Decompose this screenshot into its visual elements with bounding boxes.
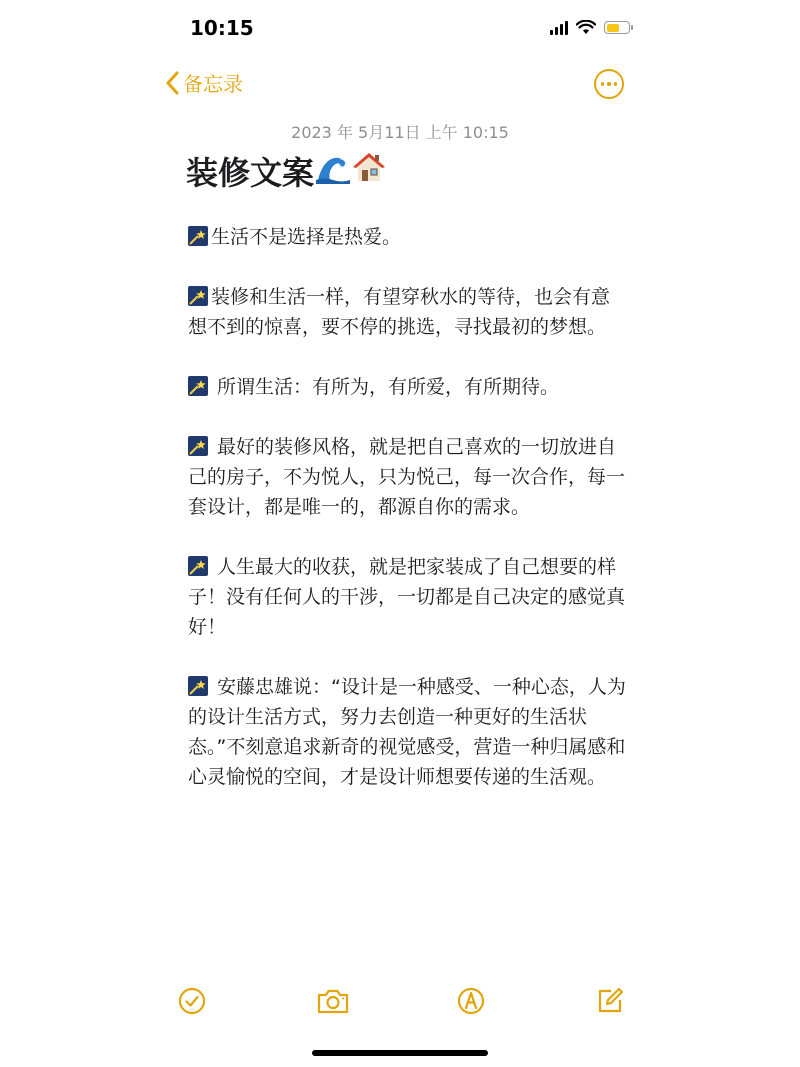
shooting-star-icon bbox=[188, 676, 208, 696]
checklist-icon bbox=[176, 985, 208, 1017]
note-paragraph bbox=[188, 372, 628, 402]
note-paragraph bbox=[188, 222, 628, 252]
note-paragraph bbox=[188, 282, 628, 342]
note-paragraph bbox=[188, 672, 628, 792]
wifi-icon bbox=[576, 20, 596, 35]
checklist-button[interactable] bbox=[176, 985, 208, 1017]
shooting-star-icon bbox=[188, 556, 208, 576]
wave-emoji bbox=[316, 150, 350, 192]
back-label: 备忘录 bbox=[183, 72, 243, 96]
status-bar bbox=[0, 0, 800, 60]
house-emoji bbox=[352, 150, 386, 192]
paragraph-text: 生活不是选择是热爱。 bbox=[211, 226, 402, 248]
paragraph-text: 人生最大的收获，就是把家装成了自己想要的样子！没有任何人的干涉，一切都是自己决定的感觉真好！ bbox=[188, 556, 626, 638]
shooting-star-icon bbox=[188, 376, 208, 396]
status-time: 10:15 bbox=[190, 16, 254, 40]
shooting-star-icon bbox=[188, 226, 208, 246]
battery-icon bbox=[604, 21, 630, 34]
markup-icon bbox=[455, 985, 487, 1017]
note-body[interactable] bbox=[188, 222, 628, 822]
nav-bar bbox=[0, 60, 800, 110]
bottom-toolbar bbox=[0, 985, 800, 1025]
status-icons bbox=[550, 20, 630, 35]
note-paragraph bbox=[188, 552, 628, 642]
markup-button[interactable] bbox=[455, 985, 487, 1017]
compose-icon bbox=[594, 985, 626, 1017]
shooting-star-icon bbox=[188, 286, 208, 306]
note-date: 2023 年 5月11日 上午 10:15 bbox=[291, 123, 509, 142]
note-title[interactable] bbox=[186, 148, 386, 194]
shooting-star-icon bbox=[188, 436, 208, 456]
chevron-left-icon bbox=[165, 71, 179, 95]
note-paragraph bbox=[188, 432, 628, 522]
home-indicator[interactable] bbox=[312, 1050, 488, 1056]
paragraph-text: 安藤忠雄说：“设计是一种感受、一种心态，人为的设计生活方式，努力去创造一种更好的生活状态。”不刻意追求新奇的视觉感受，营造一种归属感和心灵愉悦的空间，才是设计师想要传递的生活观。 bbox=[188, 676, 626, 788]
paragraph-text: 所谓生活：有所为，有所爱，有所期待。 bbox=[211, 376, 560, 398]
paragraph-text: 最好的装修风格，就是把自己喜欢的一切放进自己的房子，不为悦人，只为悦己，每一次合作，每一套设计，都是唯一的，都源自你的需求。 bbox=[188, 436, 626, 518]
paragraph-text: 装修和生活一样，有望穿秋水的等待，也会有意想不到的惊喜，要不停的挑选，寻找最初的梦想。 bbox=[188, 286, 611, 338]
compose-button[interactable] bbox=[594, 985, 626, 1017]
ellipsis-icon bbox=[601, 82, 605, 86]
camera-icon bbox=[315, 985, 351, 1017]
note-title-text: 装修文案 bbox=[186, 154, 315, 192]
signal-icon bbox=[550, 21, 568, 35]
more-button[interactable] bbox=[594, 69, 624, 99]
back-button[interactable] bbox=[165, 68, 243, 97]
camera-button[interactable] bbox=[315, 985, 351, 1017]
